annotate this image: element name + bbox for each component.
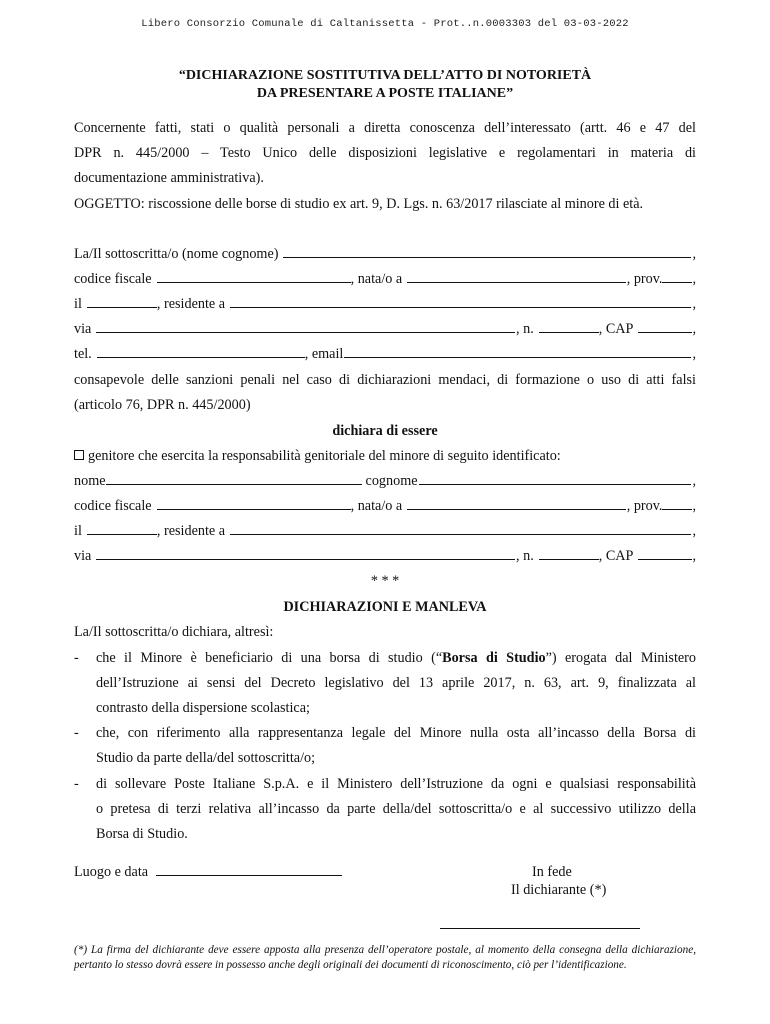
declarant-cf-label: codice fiscale (74, 271, 152, 287)
minor-name-row (74, 473, 696, 490)
minor-cap-field[interactable] (638, 548, 692, 560)
bullet1-line3: contrasto della dispersione scolastica; (96, 700, 310, 716)
minor-cf-label: codice fiscale (74, 498, 152, 514)
minor-n-label: , n. (516, 548, 534, 564)
comma: , (692, 523, 696, 539)
declarant-email-label: , email (304, 346, 344, 362)
minor-birthdate-field[interactable] (87, 523, 157, 535)
minor-cap-label: , CAP (598, 548, 634, 564)
comma: , (692, 321, 696, 337)
minor-prov-label: , prov. (626, 498, 663, 514)
minor-prov-field[interactable] (662, 498, 692, 510)
declarant-cf-row (74, 271, 696, 288)
declarant-prov-label: , prov. (626, 271, 663, 287)
declarant-street-field[interactable] (96, 321, 515, 333)
minor-via-label: via (74, 548, 92, 564)
borsa-di-studio-term: Borsa di Studio (442, 650, 546, 666)
minor-number-field[interactable] (539, 548, 599, 560)
declarant-birthdate-field[interactable] (87, 296, 157, 308)
declarant-number-field[interactable] (539, 321, 599, 333)
manleva-heading: DICHIARAZIONI E MANLEVA (283, 599, 487, 615)
minor-name-field[interactable] (106, 473, 362, 485)
bullet1-line1 (96, 650, 696, 667)
minor-cf-row (74, 498, 696, 515)
declarant-birthplace-field[interactable] (407, 271, 626, 283)
declarant-prov-field[interactable] (662, 271, 692, 283)
intro-line1: Concernente fatti, stati o qualità personali a diretta conoscenza dell’interessato (artt. 46 e 47 del (74, 120, 696, 136)
declarant-residence-field[interactable] (230, 296, 691, 308)
document-title-line2: DA PRESENTARE A POSTE ITALIANE” (256, 86, 514, 101)
declarant-via-label: via (74, 321, 92, 337)
minor-residence-field[interactable] (230, 523, 691, 535)
bullet3-line1: di sollevare Poste Italiane S.p.A. e il Ministero dell’Istruzione da ogni e qualsiasi responsabilità (96, 776, 696, 792)
minor-residente-label: , residente a (156, 523, 226, 539)
genitore-checkbox[interactable] (74, 450, 84, 460)
minor-via-row (74, 548, 696, 565)
dichiarante-label: Il dichiarante (*) (511, 882, 607, 898)
minor-cognome-label: cognome (365, 473, 418, 489)
bullet2-line2: Studio da parte della/del sottoscritta/o; (96, 750, 316, 766)
comma: , (692, 271, 696, 287)
genitore-option-row (74, 448, 561, 465)
declarant-il-label: il (74, 296, 82, 312)
luogo-data-row (74, 864, 342, 881)
signature-line[interactable] (440, 927, 640, 929)
minor-il-row (74, 523, 696, 540)
bullet-dash: - (74, 725, 79, 741)
declarant-name-row (74, 246, 696, 263)
comma: , (692, 246, 696, 262)
declarant-cf-field[interactable] (157, 271, 351, 283)
luogo-data-field[interactable] (156, 864, 342, 876)
comma: , (692, 346, 696, 362)
intro-line2: DPR n. 445/2000 – Testo Unico delle disposizioni legislative e regolamentari in materia di (74, 145, 696, 161)
declarant-n-label: , n. (516, 321, 534, 337)
declarant-tel-row (74, 346, 696, 363)
minor-birthplace-field[interactable] (407, 498, 626, 510)
oggetto-line: OGGETTO: riscossione delle borse di studio ex art. 9, D. Lgs. n. 63/2017 rilasciate al minore di età. (74, 196, 644, 212)
declarant-tel-label: tel. (74, 346, 92, 362)
section-separator: * * * (370, 573, 400, 589)
bullet1-line2: dell’Istruzione ai sensi del Decreto legislativo del 13 aprile 2017, n. 63, art. 9, finalizzata al (96, 675, 696, 691)
bullet2-line1: che, con riferimento alla rappresentanza legale del Minore nulla osta all’incasso della Borsa di (96, 725, 696, 741)
comma: , (692, 498, 696, 514)
bullet3-line3: Borsa di Studio. (96, 826, 188, 842)
minor-street-field[interactable] (96, 548, 515, 560)
declarant-born-label: , nata/o a (350, 271, 403, 287)
declarant-email-field[interactable] (344, 346, 691, 358)
consapevole-line2: (articolo 76, DPR n. 445/2000) (74, 397, 251, 413)
comma: , (692, 548, 696, 564)
altresi-line: La/Il sottoscritta/o dichiara, altresì: (74, 624, 274, 640)
comma: , (692, 473, 696, 489)
declarant-il-row (74, 296, 696, 313)
minor-cf-field[interactable] (157, 498, 351, 510)
declarant-name-field[interactable] (283, 246, 691, 258)
footnote: (*) La firma del dichiarante deve essere apposta alla presenza dell’operatore postale, al momento della consegna della dichiarazione, pertanto lo stesso dovrà essere in possesso anche degli originali dei documenti di riconoscimento, ciò per l’identificazione. (74, 944, 696, 971)
luogo-data-label: Luogo e data (74, 864, 149, 880)
bullet-dash: - (74, 776, 79, 792)
declarant-residente-label: , residente a (156, 296, 226, 312)
bullet-dash: - (74, 650, 79, 666)
declarant-tel-field[interactable] (97, 346, 305, 358)
declarant-cap-field[interactable] (638, 321, 692, 333)
dichiara-heading: dichiara di essere (332, 423, 438, 439)
minor-il-label: il (74, 523, 82, 539)
consapevole-line1: consapevole delle sanzioni penali nel caso di dichiarazioni mendaci, di formazione o uso di atti falsi (74, 372, 696, 388)
comma: , (692, 296, 696, 312)
declarant-via-row (74, 321, 696, 338)
minor-surname-field[interactable] (419, 473, 692, 485)
declarant-cap-label: , CAP (598, 321, 634, 337)
minor-nome-label: nome (74, 473, 106, 489)
intro-line3: documentazione amministrativa). (74, 170, 264, 186)
genitore-option-label: genitore che esercita la responsabilità genitoriale del minore di seguito identificato: (88, 448, 561, 464)
declarant-name-label: La/Il sottoscritta/o (nome cognome) (74, 246, 279, 262)
bullet1-post: ”) erogata dal Ministero (545, 650, 697, 666)
bullet1-pre: che il Minore è beneficiario di una borsa di studio (“ (96, 650, 443, 666)
protocol-header: Libero Consorzio Comunale di Caltanissetta - Prot..n.0003303 del 03-03-2022 (141, 18, 629, 30)
bullet3-line2: o pretesa di terzi relativa all’incasso da parte della/del sottoscritta/o e al successivo utilizzo della (96, 801, 696, 817)
document-title-line1: “DICHIARAZIONE SOSTITUTIVA DELL’ATTO DI NOTORIETÀ (178, 68, 592, 83)
minor-born-label: , nata/o a (350, 498, 403, 514)
in-fede-label: In fede (532, 864, 572, 880)
